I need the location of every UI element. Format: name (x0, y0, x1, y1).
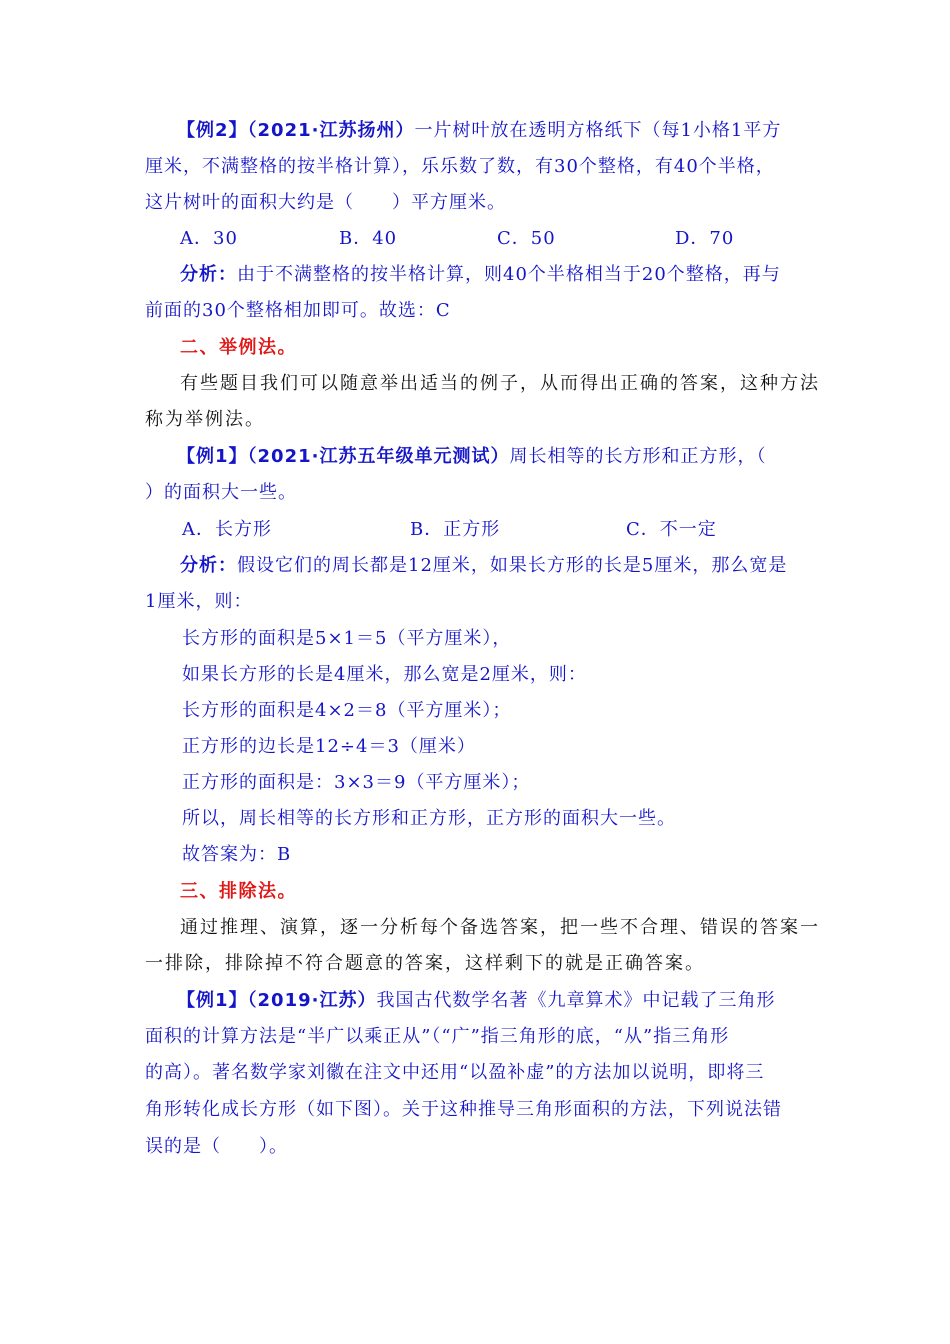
ex1a-analysis-line-2: 1厘米，则： (145, 591, 253, 612)
ex1b-line-4: 角形转化成长方形（如下图）。关于这种推导三角形面积的方法，下列说法错 (145, 1099, 782, 1120)
ex1a-source: （2021·江苏五年级单元测试） (247, 446, 510, 467)
ex1a-options (182, 517, 742, 543)
ex1a-tag: 【例1】 (177, 446, 248, 467)
ex1a-option-c: C．不一定 (626, 519, 717, 540)
section-2-para-line-1: 有些题目我们可以随意举出适当的例子，从而得出正确的答案，这种方法 (180, 373, 820, 394)
ex2-analysis-line-2: 前面的30个整格相加即可。故选：C (145, 300, 451, 321)
ex1a-line-1 (177, 444, 766, 470)
ex1a-step: 如果长方形的长是4厘米，那么宽是2厘米，则： (182, 664, 587, 685)
ex1b-source: （2019·江苏） (247, 990, 377, 1011)
ex1a-analysis-label: 分析： (180, 555, 237, 576)
ex2-tag: 【例2】 (177, 120, 248, 141)
ex2-options (180, 226, 800, 252)
ex2-line-3: 这片树叶的面积大约是（ ）平方厘米。 (145, 192, 506, 213)
section-2-heading: 二、举例法。 (180, 337, 297, 358)
ex1a-step: 正方形的边长是12÷4＝3（厘米） (182, 736, 476, 757)
ex1b-question-start: 我国古代数学名著《九章算术》中记载了三角形 (376, 990, 776, 1011)
ex1a-answer: 故答案为：B (182, 844, 292, 865)
ex1a-option-a: A．长方形 (182, 519, 272, 540)
ex2-line-1 (177, 118, 781, 144)
ex2-question-start: 一片树叶放在透明方格纸下（每1小格1平方 (414, 120, 782, 141)
ex1b-line-1 (177, 988, 775, 1014)
ex2-line-2: 厘米，不满整格的按半格计算），乐乐数了数，有30个整格，有40个半格， (145, 156, 775, 177)
section-3-para-line-2: 一排除，排除掉不符合题意的答案，这样剩下的就是正确答案。 (145, 953, 705, 974)
ex1a-option-b: B．正方形 (410, 519, 501, 540)
ex2-option-c: C．50 (497, 228, 556, 249)
ex1a-step: 所以，周长相等的长方形和正方形，正方形的面积大一些。 (182, 808, 676, 829)
ex2-analysis-label: 分析： (180, 264, 237, 285)
ex2-source: （2021·江苏扬州） (247, 120, 415, 141)
ex2-analysis-line-1 (180, 262, 781, 288)
ex2-option-b: B．40 (339, 228, 398, 249)
ex1b-line-3: 的高）。著名数学家刘徽在注文中还用“以盈补虚”的方法加以说明，即将三 (145, 1062, 765, 1083)
ex1b-line-5: 误的是（ ）。 (145, 1136, 288, 1157)
section-2-para-line-2: 称为举例法。 (145, 409, 265, 430)
ex1a-step: 长方形的面积是4×2＝8（平方厘米）； (182, 700, 512, 721)
ex1a-analysis-text: 假设它们的周长都是12厘米，如果长方形的长是5厘米，那么宽是 (237, 555, 788, 576)
ex2-analysis-text: 由于不满整格的按半格计算，则40个半格相当于20个整格，再与 (237, 264, 781, 285)
ex1a-step: 正方形的面积是：3×3＝9（平方厘米）； (182, 772, 531, 793)
section-3-para-line-1: 通过推理、演算，逐一分析每个备选答案，把一些不合理、错误的答案一 (180, 917, 820, 938)
ex1b-tag: 【例1】 (177, 990, 248, 1011)
ex1a-line-2: ）的面积大一些。 (145, 482, 297, 503)
ex2-option-d: D．70 (675, 228, 735, 249)
ex1a-step: 长方形的面积是5×1＝5（平方厘米）， (182, 628, 512, 649)
section-3-heading: 三、排除法。 (180, 881, 297, 902)
ex1b-line-2: 面积的计算方法是“半广以乘正从”（“广”指三角形的底，“从”指三角形 (145, 1026, 730, 1047)
ex2-option-a: A．30 (180, 228, 238, 249)
ex1a-analysis-line-1 (180, 553, 787, 579)
ex1a-question-start: 周长相等的长方形和正方形，（ (509, 446, 767, 467)
